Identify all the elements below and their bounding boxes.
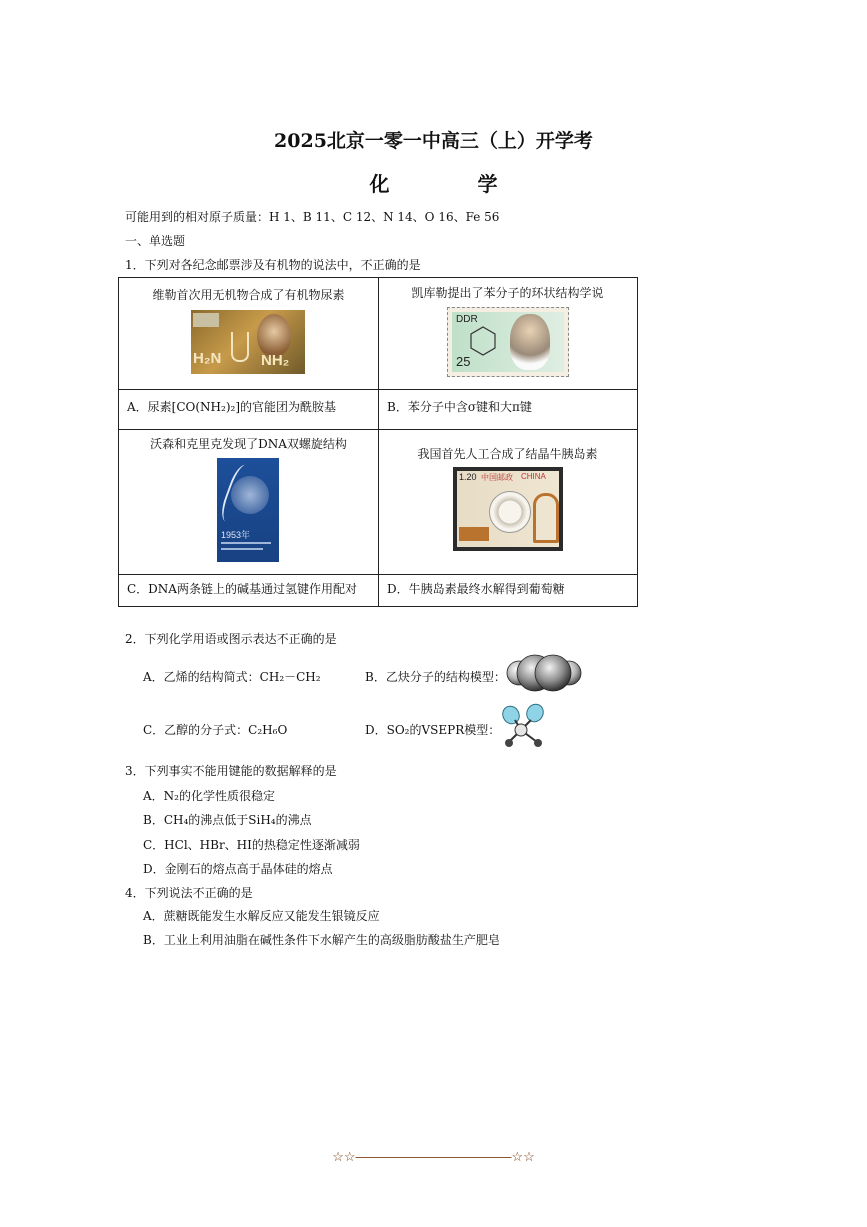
q1-option-b: B．苯分子中含σ键和大π键 [387,400,532,414]
q2-option-a: A．乙烯的结构简式：CH₂－CH₂ [143,670,321,684]
q4-option-b: B．工业上利用油脂在碱性条件下水解产生的高级脂肪酸盐生产肥皂 [143,933,500,947]
q1-caption-b: 凯库勒提出了苯分子的环状结构学说 [411,286,604,300]
stamp-insulin [453,467,563,551]
acetylene-model-icon [505,653,583,693]
so2-vsepr-model-icon [497,702,549,752]
q1-stem: 1．下列对各纪念邮票涉及有机物的说法中，不正确的是 [125,258,421,272]
atomic-masses: 可能用到的相对原子质量：H 1、B 11、C 12、N 14、O 16、Fe 56 [125,210,500,224]
q4-option-a: A．蔗糖既能发生水解反应又能发生银镜反应 [143,909,380,923]
stamp-dna [217,458,279,562]
q4-stem: 4．下列说法不正确的是 [125,886,253,900]
q1-caption-c: 沃森和克里克发现了DNA双螺旋结构 [150,437,347,451]
page-title: 2025北京一零一中高三（上）开学考 [274,130,593,152]
q1-option-c: C．DNA两条链上的碱基通过氢键作用配对 [127,582,357,596]
q3-option-d: D．金刚石的熔点高于晶体硅的熔点 [143,862,333,876]
stamp-text-1953: 1953年 [221,530,251,540]
table-rule [119,429,637,430]
stamp-text-price: 1.20 [459,472,477,482]
stamp-kekule [447,307,569,377]
q2-option-b: B．乙炔分子的结构模型： [365,670,506,684]
table-divider [378,278,379,606]
q3-option-a: A．N₂的化学性质很稳定 [143,789,275,803]
stamp-text-china: CHINA [521,472,546,481]
stamp-text-cn: 中国邮政 [481,473,513,482]
stamp-text-nh2: NH₂ [261,352,290,369]
table-rule [119,574,637,575]
q1-table [118,277,638,607]
q2-stem: 2．下列化学用语或图示表达不正确的是 [125,632,337,646]
q1-caption-d: 我国首先人工合成了结晶牛胰岛素 [417,447,598,461]
stamp-wohler [191,310,305,374]
q1-option-a: A．尿素[CO(NH₂)₂]的官能团为酰胺基 [127,400,336,414]
footer-ornament: ☆☆――――――――――――☆☆ [332,1150,535,1165]
subject-title: 化 学 [369,172,532,196]
stamp-text-25: 25 [456,354,471,369]
q2-option-d: D．SO₂的VSEPR模型： [365,723,501,737]
q3-option-c: C．HCl、HBr、HI的热稳定性逐渐减弱 [143,838,360,852]
section-heading: 一、单选题 [125,234,186,248]
table-rule [119,389,637,390]
q2-option-c: C．乙醇的分子式：C₂H₆O [143,723,288,737]
stamp-text-h2n: H₂N [193,350,222,367]
q3-option-b: B．CH₄的沸点低于SiH₄的沸点 [143,813,312,827]
stamp-text-ddr: DDR [456,314,478,325]
benzene-ring-icon [466,324,500,358]
q3-stem: 3．下列事实不能用键能的数据解释的是 [125,764,337,778]
q1-caption-a: 维勒首次用无机物合成了有机物尿素 [152,288,345,302]
q1-option-d: D．牛胰岛素最终水解得到葡萄糖 [387,582,565,596]
